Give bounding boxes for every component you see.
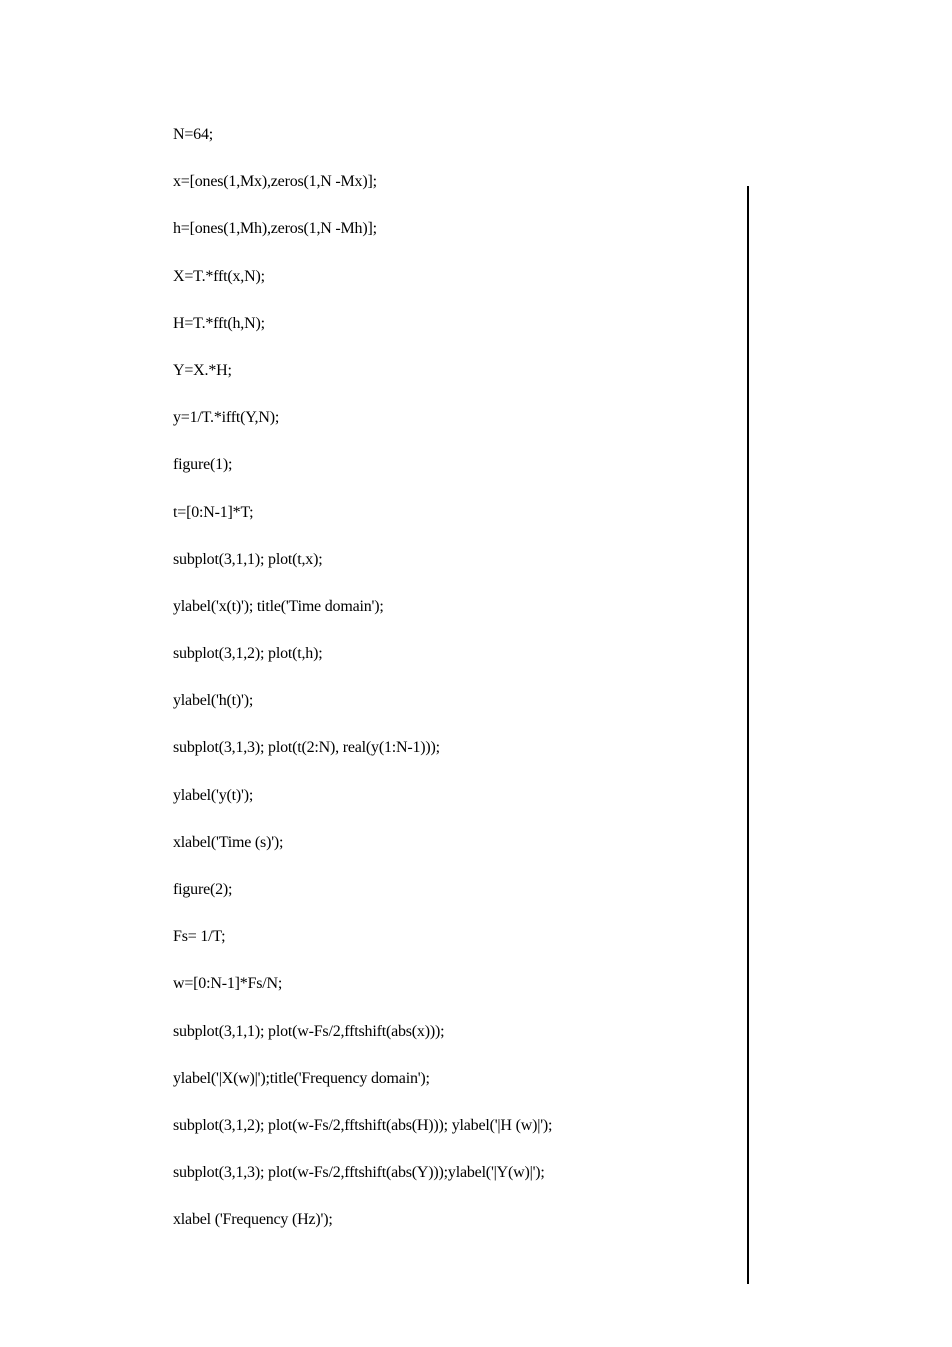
code-line: ylabel('x(t)'); title('Time domain'); xyxy=(173,597,384,615)
code-listing xyxy=(173,124,552,1257)
code-line: ylabel('h(t)'); xyxy=(173,692,254,710)
code-line: figure(2); xyxy=(173,881,233,898)
margin-divider-line xyxy=(747,186,749,1284)
code-line: subplot(3,1,3); plot(w-Fs/2,fftshift(abs(Y)));ylabel('|Y(w)|'); xyxy=(173,1164,545,1182)
code-line: w=[0:N-1]*Fs/N; xyxy=(173,975,283,993)
code-line: subplot(3,1,2); plot(w-Fs/2,fftshift(abs(H))); ylabel('|H (w)|'); xyxy=(173,1116,553,1134)
code-line: subplot(3,1,3); plot(t(2:N), real(y(1:N-1))); xyxy=(173,739,440,757)
code-line: subplot(3,1,2); plot(t,h); xyxy=(173,645,323,663)
code-line: ylabel('y(t)'); xyxy=(173,786,254,804)
code-line: X=T.*fft(x,N); xyxy=(173,267,265,285)
code-line: t=[0:N-1]*T; xyxy=(173,503,254,521)
code-line: figure(1); xyxy=(173,456,233,474)
code-line: N=64; xyxy=(173,126,214,143)
code-line: xlabel ('Frequency (Hz)'); xyxy=(173,1211,333,1229)
code-line: y=1/T.*ifft(Y,N); xyxy=(173,409,280,427)
code-line: h=[ones(1,Mh),zeros(1,N -Mh)]; xyxy=(173,220,377,238)
code-line: ylabel('|X(w)|');title('Frequency domain'); xyxy=(173,1069,430,1087)
code-line: subplot(3,1,1); plot(w-Fs/2,fftshift(abs(x))); xyxy=(173,1022,445,1040)
code-line: subplot(3,1,1); plot(t,x); xyxy=(173,550,323,568)
code-line: H=T.*fft(h,N); xyxy=(173,314,265,332)
code-line: xlabel('Time (s)'); xyxy=(173,833,284,851)
code-line: Fs= 1/T; xyxy=(173,928,226,946)
code-line: Y=X.*H; xyxy=(173,361,232,379)
code-line: x=[ones(1,Mx),zeros(1,N -Mx)]; xyxy=(173,173,377,191)
